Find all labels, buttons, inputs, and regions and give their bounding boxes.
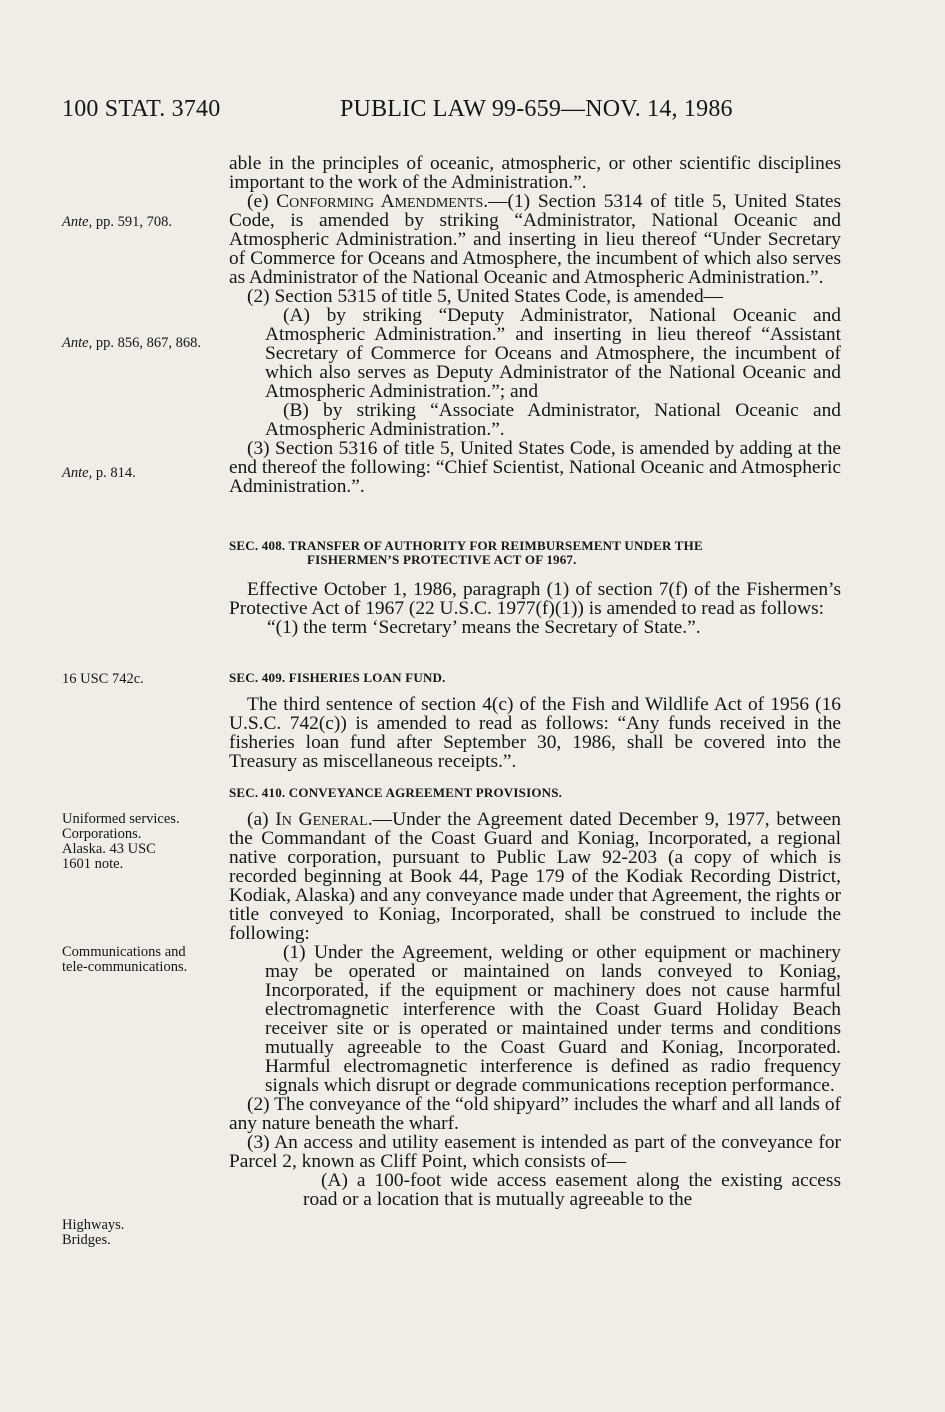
paragraph-secretary-definition: “(1) the term ‘Secretary’ means the Secretary of State.”. bbox=[267, 617, 701, 638]
page-number-header: 100 STAT. 3740 bbox=[62, 96, 221, 122]
margin-note-ante-856: Ante, pp. 856, 867, 868. bbox=[62, 335, 201, 351]
margin-note-highways: Highways. Bridges. bbox=[62, 1217, 125, 1248]
paragraph-section-5315: (2) Section 5315 of title 5, United States Code, is amended— bbox=[247, 286, 724, 307]
margin-note-uniformed-services: Uniformed services. Corporations. Alaska. 43 USC 1601 note. bbox=[62, 811, 180, 872]
paragraph-old-shipyard: (2) The conveyance of the “old shipyard” includes the wharf and all lands of any nature beneath the wharf. bbox=[229, 1094, 841, 1134]
body-block-410 bbox=[229, 810, 841, 1209]
paragraph-section-5316: (3) Section 5316 of title 5, United States Code, is amended by adding at the end thereof the following: “Chief Scientist, National Oceanic and Atmospheric Administration.”. bbox=[229, 438, 841, 497]
margin-note-communications: Communications and tele-communications. bbox=[62, 944, 188, 975]
section-409-heading: SEC. 409. FISHERIES LOAN FUND. bbox=[229, 670, 446, 685]
margin-note-16-usc-742c: 16 USC 742c. bbox=[62, 671, 144, 687]
paragraph-in-general: (a) In General.—Under the Agreement dated December 9, 1977, between the Commandant of the Coast Guard and Koniag, Incorporated, a regional native corporation, pursuant to Public Law 92-203 (a copy of which is recorded beginning at Book 44, Page 179 of the Kodiak Recording District, Kodiak, Alaska) and any conveyance made under that Agreement, the rights or title conveyed to Koniag, Incorporated, shall be construed to include the following: bbox=[229, 809, 841, 944]
body-block-1 bbox=[229, 154, 841, 496]
section-408-heading: SEC. 408. TRANSFER OF AUTHORITY FOR REIMBURSEMENT UNDER THE FISHERMEN’S PROTECTIVE ACT OF 1967. bbox=[229, 538, 703, 567]
paragraph-conforming-amendments: (e) Conforming Amendments.—(1) Section 5314 of title 5, United States Code, is amended by striking “Administrator, National Oceanic and Atmospheric Administration.” and inserting in lieu thereof “Under Secretary of Commerce for Oceans and Atmosphere, the incumbent of which also serves as Administrator of the National Oceanic and Atmospheric Administration.”. bbox=[229, 191, 842, 288]
law-title-header: PUBLIC LAW 99-659—NOV. 14, 1986 bbox=[340, 96, 733, 122]
body-block-408 bbox=[229, 580, 841, 637]
paragraph-welding-equipment: (1) Under the Agreement, welding or other equipment or machinery may be operated or maintained on lands conveyed to Koniag, Incorporated, if the equipment or machinery does not cause harmful electromagnetic interference with the Coast Guard Holiday Beach receiver site or is operated or maintained under terms and conditions mutually agreeable to the Coast Guard and Koniag, Incorporated. Harmful electromagnetic interference is defined as radio frequency signals which disrupt or degrade communications reception performance. bbox=[265, 942, 841, 1096]
margin-note-ante-591: Ante, pp. 591, 708. bbox=[62, 214, 172, 230]
paragraph-fisheries-loan-fund: The third sentence of section 4(c) of the Fish and Wildlife Act of 1956 (16 U.S.C. 742(c)) is amended to read as follows: “Any funds received in the fisheries loan fund after September 30, 1986, shall be covered into the Treasury as miscellaneous receipts.”. bbox=[229, 694, 841, 772]
paragraph-continuation: able in the principles of oceanic, atmospheric, or other scientific disciplines important to the work of the Administration.”. bbox=[229, 153, 841, 193]
paragraph-access-easement: (3) An access and utility easement is intended as part of the conveyance for Parcel 2, known as Cliff Point, which consists of— bbox=[229, 1132, 841, 1172]
paragraph-effective-date: Effective October 1, 1986, paragraph (1) of section 7(f) of the Fishermen’s Protective Act of 1967 (22 U.S.C. 1977(f)(1)) is amended to read as follows: bbox=[229, 579, 841, 619]
paragraph-100-foot-easement: (A) a 100-foot wide access easement along the existing access road or a location that is mutually agreeable to the bbox=[303, 1170, 841, 1210]
body-block-409 bbox=[229, 695, 841, 771]
margin-note-ante-814: Ante, p. 814. bbox=[62, 465, 136, 481]
paragraph-subsection-a: (A) by striking “Deputy Administrator, National Oceanic and Atmospheric Administration.” and inserting in lieu thereof “Assistant Secretary of Commerce for Oceans and Atmosphere, the incumbent of which also serves as Deputy Administrator of the National Oceanic and Atmospheric Administration.”; and bbox=[265, 305, 841, 402]
section-410-heading: SEC. 410. CONVEYANCE AGREEMENT PROVISIONS. bbox=[229, 785, 563, 800]
paragraph-subsection-b: (B) by striking “Associate Administrator, National Oceanic and Atmospheric Administration.”. bbox=[265, 400, 841, 440]
